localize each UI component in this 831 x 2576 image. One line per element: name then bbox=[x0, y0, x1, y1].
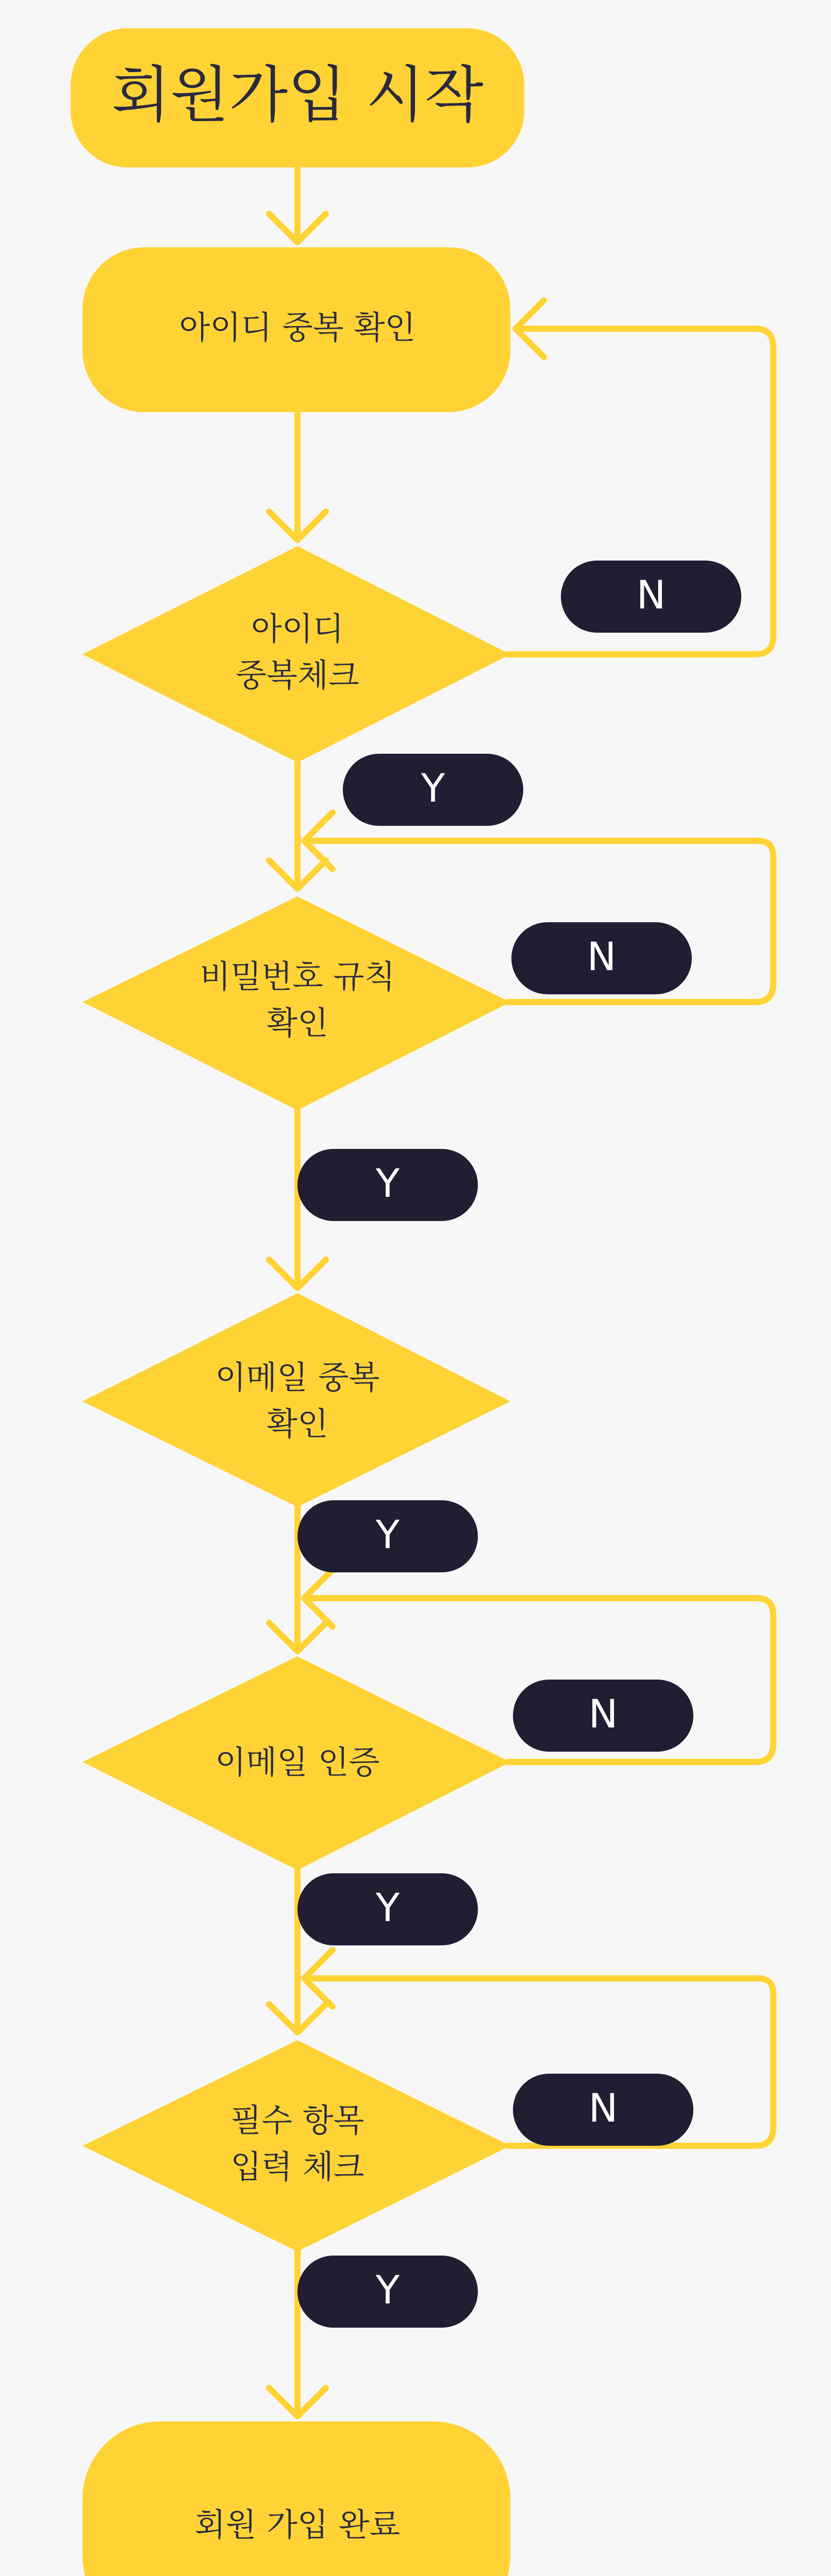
decision-label-line: 확인 bbox=[267, 1004, 328, 1042]
yes-badge bbox=[297, 1500, 478, 1572]
no-label: N bbox=[588, 2084, 618, 2131]
decision-password-rule bbox=[82, 896, 510, 1110]
decision-label-line: 아이디 bbox=[251, 610, 344, 648]
yes-badge bbox=[297, 1149, 478, 1221]
decision-label-line: 확인 bbox=[267, 1405, 328, 1443]
no-label: N bbox=[636, 571, 666, 618]
decision-label-line: 입력 체크 bbox=[230, 2148, 364, 2186]
connector-start-to-idcheck bbox=[269, 167, 326, 242]
no-badge bbox=[561, 561, 741, 633]
no-badge bbox=[513, 2074, 693, 2146]
start-label: 회원가입 시작 bbox=[111, 59, 484, 131]
decision-email-duplicate bbox=[82, 1293, 510, 1507]
decision-label-line: 비밀번호 규칙 bbox=[200, 958, 395, 996]
decision-id-duplicate bbox=[82, 546, 510, 762]
no-label: N bbox=[588, 1690, 618, 1737]
yes-label: Y bbox=[375, 1160, 400, 1206]
decision-label-line: 이메일 중복 bbox=[215, 1359, 380, 1397]
no-badge bbox=[513, 1680, 693, 1752]
connector-idcheck-to-d1 bbox=[269, 415, 326, 540]
end-label: 회원 가입 완료 bbox=[194, 2506, 401, 2544]
no-label: N bbox=[587, 933, 617, 979]
decision-required-fields bbox=[82, 2040, 510, 2251]
decision-label-line: 필수 항목 bbox=[230, 2102, 364, 2140]
yes-badge bbox=[297, 1873, 478, 1945]
no-badge bbox=[511, 922, 692, 994]
yes-label: Y bbox=[375, 1511, 400, 1557]
yes-label: Y bbox=[375, 1884, 400, 1930]
decision-label-line: 이메일 인증 bbox=[215, 1743, 380, 1782]
yes-badge bbox=[297, 2256, 478, 2328]
yes-label: Y bbox=[375, 2266, 400, 2313]
id-check-label: 아이디 중복 확인 bbox=[179, 309, 416, 347]
end-node bbox=[82, 2421, 510, 2576]
yes-label: Y bbox=[421, 765, 445, 811]
yes-badge bbox=[343, 754, 523, 826]
decision-label-line: 중복체크 bbox=[236, 656, 359, 694]
